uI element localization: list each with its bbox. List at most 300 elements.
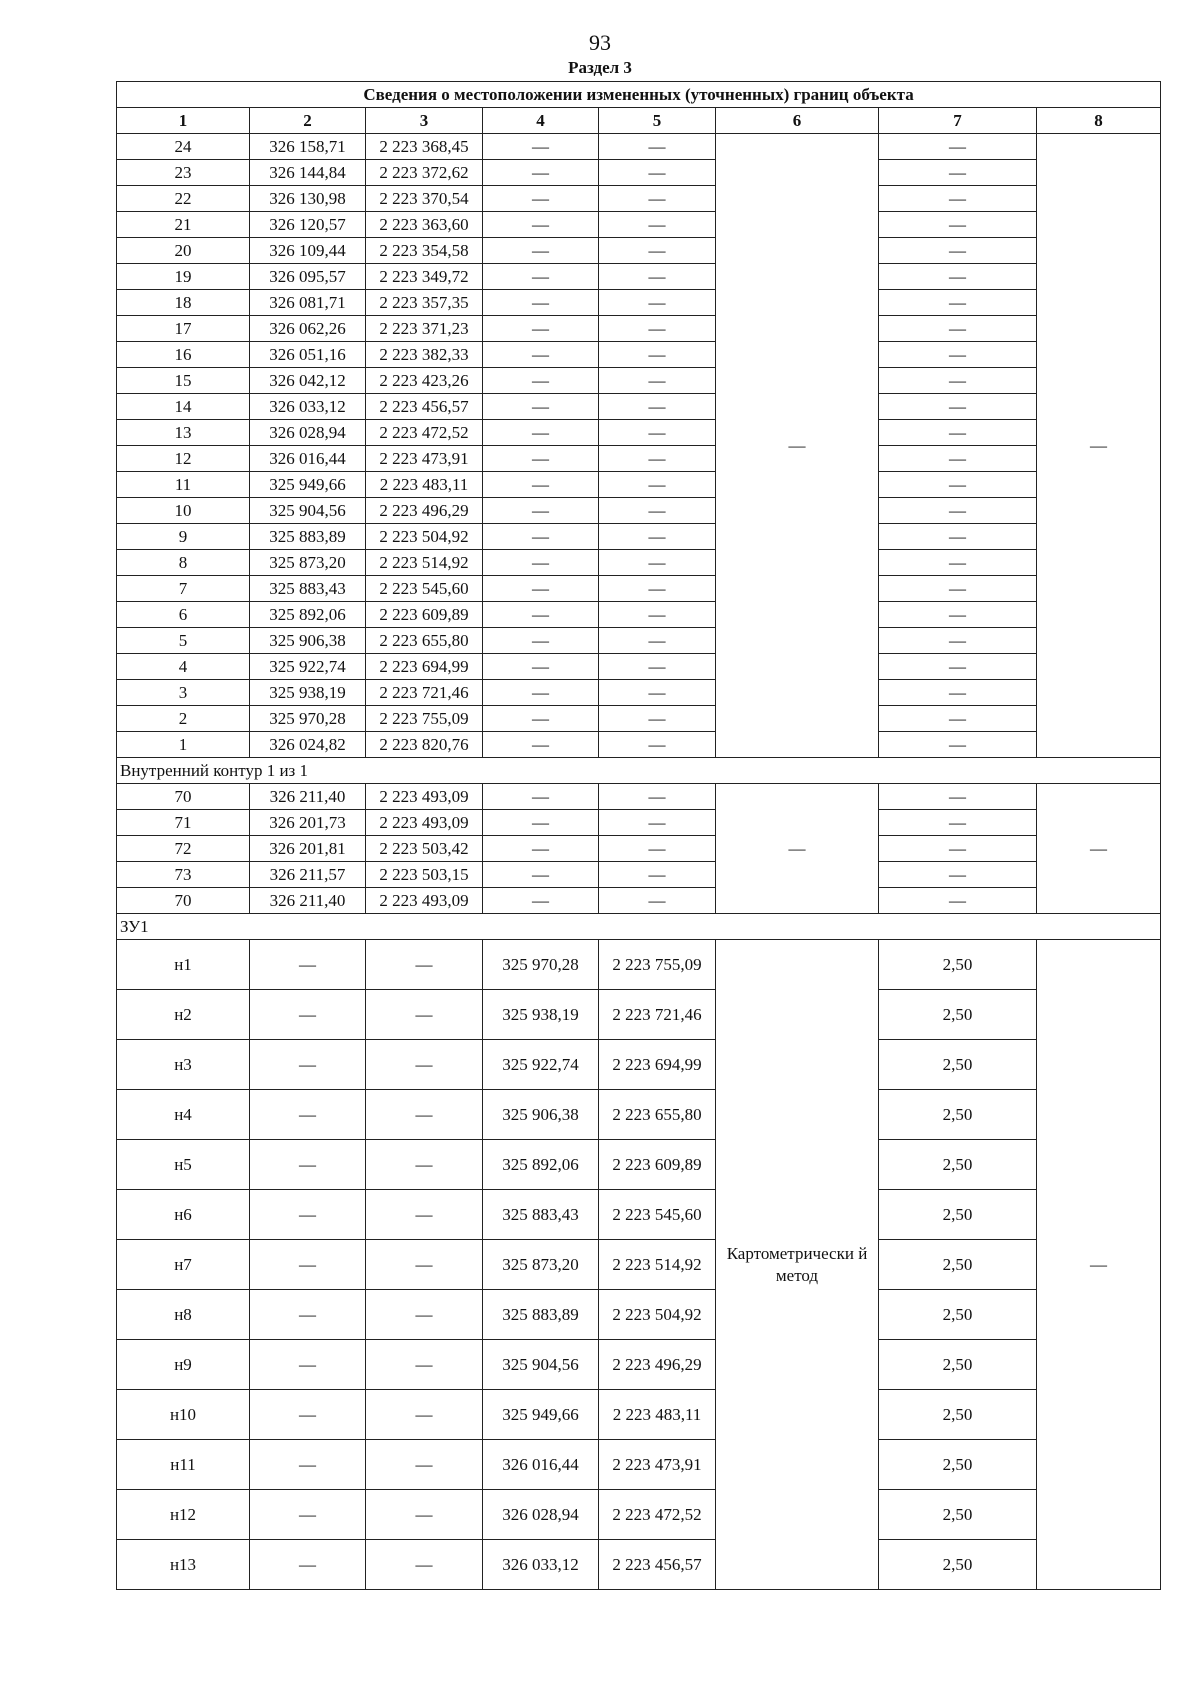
old-x-cell: 325 970,28 [250, 706, 366, 732]
old-x-cell: 325 904,56 [250, 498, 366, 524]
old-y-cell: 2 223 473,91 [366, 446, 483, 472]
old-y-cell: — [366, 1240, 483, 1290]
table-row [117, 784, 1161, 810]
point-number-cell: н9 [117, 1340, 250, 1390]
old-x-cell: — [250, 1340, 366, 1390]
point-number-cell: 1 [117, 732, 250, 758]
old-x-cell: — [250, 1490, 366, 1540]
new-x-cell: — [483, 394, 599, 420]
old-x-cell: — [250, 1390, 366, 1440]
table-row [117, 602, 1161, 628]
point-number-cell: 9 [117, 524, 250, 550]
table-row [117, 316, 1161, 342]
old-x-cell: 325 883,89 [250, 524, 366, 550]
old-x-cell: 326 033,12 [250, 394, 366, 420]
new-x-cell: — [483, 784, 599, 810]
old-x-cell: — [250, 1440, 366, 1490]
table-body [117, 82, 1161, 1590]
accuracy-cell: 2,50 [879, 1190, 1037, 1240]
point-number-cell: 18 [117, 290, 250, 316]
new-x-cell: — [483, 498, 599, 524]
old-y-cell: 2 223 456,57 [366, 394, 483, 420]
new-y-cell: — [599, 186, 716, 212]
accuracy-cell: 2,50 [879, 940, 1037, 990]
old-y-cell: 2 223 368,45 [366, 134, 483, 160]
old-x-cell: 326 095,57 [250, 264, 366, 290]
new-x-cell: — [483, 706, 599, 732]
old-y-cell: — [366, 1440, 483, 1490]
old-y-cell: 2 223 609,89 [366, 602, 483, 628]
point-number-cell: 2 [117, 706, 250, 732]
table-row [117, 212, 1161, 238]
point-number-cell: 11 [117, 472, 250, 498]
new-x-cell: — [483, 290, 599, 316]
new-x-cell: — [483, 264, 599, 290]
new-y-cell: 2 223 504,92 [599, 1290, 716, 1340]
new-x-cell: — [483, 836, 599, 862]
table-row [117, 576, 1161, 602]
point-number-cell: 24 [117, 134, 250, 160]
new-y-cell: — [599, 732, 716, 758]
new-y-cell: 2 223 545,60 [599, 1190, 716, 1240]
old-x-cell: — [250, 1090, 366, 1140]
new-y-cell: — [599, 394, 716, 420]
old-y-cell: 2 223 357,35 [366, 290, 483, 316]
accuracy-cell: — [879, 446, 1037, 472]
table-row [117, 990, 1161, 1040]
new-y-cell: — [599, 888, 716, 914]
old-x-cell: — [250, 990, 366, 1040]
old-y-cell: — [366, 1340, 483, 1390]
point-number-cell: 22 [117, 186, 250, 212]
accuracy-cell: — [879, 186, 1037, 212]
accuracy-cell: — [879, 368, 1037, 394]
old-x-cell: 326 130,98 [250, 186, 366, 212]
column-header: 6 [716, 108, 879, 134]
point-number-cell: 20 [117, 238, 250, 264]
new-x-cell: — [483, 732, 599, 758]
old-y-cell: 2 223 496,29 [366, 498, 483, 524]
new-y-cell: 2 223 609,89 [599, 1140, 716, 1190]
point-number-cell: 70 [117, 888, 250, 914]
table-row [117, 810, 1161, 836]
point-number-cell: 73 [117, 862, 250, 888]
old-y-cell: — [366, 1390, 483, 1440]
new-y-cell: — [599, 680, 716, 706]
point-number-cell: 14 [117, 394, 250, 420]
new-x-cell: 325 906,38 [483, 1090, 599, 1140]
point-number-cell: н1 [117, 940, 250, 990]
point-number-cell: 8 [117, 550, 250, 576]
inner-contour-label-cell: Внутренний контур 1 из 1 [117, 758, 1161, 784]
old-y-cell: 2 223 514,92 [366, 550, 483, 576]
new-y-cell: 2 223 514,92 [599, 1240, 716, 1290]
accuracy-cell: — [879, 212, 1037, 238]
column-header: 4 [483, 108, 599, 134]
method-cell: Картометрически й метод [716, 940, 879, 1590]
point-number-cell: 16 [117, 342, 250, 368]
old-x-cell: 326 211,57 [250, 862, 366, 888]
accuracy-cell: — [879, 420, 1037, 446]
old-x-cell: — [250, 940, 366, 990]
table-row [117, 524, 1161, 550]
new-x-cell: 325 873,20 [483, 1240, 599, 1290]
new-y-cell: 2 223 473,91 [599, 1440, 716, 1490]
table-row [117, 264, 1161, 290]
new-x-cell: 325 883,89 [483, 1290, 599, 1340]
new-x-cell: 325 949,66 [483, 1390, 599, 1440]
table-row [117, 628, 1161, 654]
column-header: 8 [1037, 108, 1161, 134]
new-y-cell: 2 223 755,09 [599, 940, 716, 990]
new-x-cell: — [483, 446, 599, 472]
old-y-cell: 2 223 371,23 [366, 316, 483, 342]
table-row [117, 446, 1161, 472]
old-y-cell: — [366, 1040, 483, 1090]
new-y-cell: — [599, 264, 716, 290]
old-x-cell: 326 062,26 [250, 316, 366, 342]
new-x-cell: — [483, 862, 599, 888]
accuracy-cell: — [879, 862, 1037, 888]
point-number-cell: 12 [117, 446, 250, 472]
point-number-cell: н7 [117, 1240, 250, 1290]
new-x-cell: — [483, 628, 599, 654]
new-y-cell: 2 223 721,46 [599, 990, 716, 1040]
column-header: 3 [366, 108, 483, 134]
new-x-cell: 325 922,74 [483, 1040, 599, 1090]
new-y-cell: — [599, 420, 716, 446]
old-x-cell: 326 158,71 [250, 134, 366, 160]
old-y-cell: 2 223 372,62 [366, 160, 483, 186]
new-x-cell: 326 033,12 [483, 1540, 599, 1590]
old-x-cell: 325 949,66 [250, 472, 366, 498]
old-y-cell: 2 223 503,42 [366, 836, 483, 862]
section-label: Раздел 3 [568, 58, 632, 77]
column-header: 1 [117, 108, 250, 134]
new-y-cell: — [599, 654, 716, 680]
new-y-cell: — [599, 368, 716, 394]
accuracy-cell: 2,50 [879, 990, 1037, 1040]
old-x-cell: 326 016,44 [250, 446, 366, 472]
old-y-cell: — [366, 1490, 483, 1540]
old-x-cell: — [250, 1190, 366, 1240]
point-number-cell: н12 [117, 1490, 250, 1540]
new-x-cell: — [483, 238, 599, 264]
new-x-cell: 325 904,56 [483, 1340, 599, 1390]
table-row [117, 238, 1161, 264]
old-y-cell: 2 223 755,09 [366, 706, 483, 732]
accuracy-cell: 2,50 [879, 1290, 1037, 1340]
new-y-cell: — [599, 836, 716, 862]
method-cell: — [716, 784, 879, 914]
point-number-cell: 10 [117, 498, 250, 524]
new-y-cell: — [599, 498, 716, 524]
point-number-cell: н8 [117, 1290, 250, 1340]
new-y-cell: — [599, 810, 716, 836]
old-x-cell: 325 892,06 [250, 602, 366, 628]
description-cell: — [1037, 134, 1161, 758]
column-header: 5 [599, 108, 716, 134]
old-x-cell: 326 201,81 [250, 836, 366, 862]
table-row [117, 940, 1161, 990]
column-header: 2 [250, 108, 366, 134]
old-x-cell: 326 211,40 [250, 784, 366, 810]
old-y-cell: 2 223 694,99 [366, 654, 483, 680]
point-number-cell: 3 [117, 680, 250, 706]
accuracy-cell: — [879, 810, 1037, 836]
point-number-cell: 5 [117, 628, 250, 654]
new-y-cell: 2 223 483,11 [599, 1390, 716, 1440]
point-number-cell: н11 [117, 1440, 250, 1490]
old-y-cell: 2 223 503,15 [366, 862, 483, 888]
new-y-cell: — [599, 628, 716, 654]
old-y-cell: 2 223 493,09 [366, 810, 483, 836]
zu1-label [117, 914, 1161, 940]
column-header: 7 [879, 108, 1037, 134]
accuracy-cell: — [879, 238, 1037, 264]
point-number-cell: 71 [117, 810, 250, 836]
new-x-cell: 325 938,19 [483, 990, 599, 1040]
old-y-cell: 2 223 493,09 [366, 888, 483, 914]
old-y-cell: 2 223 382,33 [366, 342, 483, 368]
old-y-cell: — [366, 1190, 483, 1240]
table-row [117, 1340, 1161, 1390]
accuracy-cell: — [879, 888, 1037, 914]
accuracy-cell: — [879, 316, 1037, 342]
accuracy-cell: — [879, 576, 1037, 602]
table-row [117, 1190, 1161, 1240]
old-x-cell: 326 211,40 [250, 888, 366, 914]
new-x-cell: — [483, 602, 599, 628]
table-row [117, 498, 1161, 524]
old-x-cell: — [250, 1040, 366, 1090]
accuracy-cell: 2,50 [879, 1240, 1037, 1290]
new-x-cell: — [483, 550, 599, 576]
table-row [117, 290, 1161, 316]
new-x-cell: — [483, 342, 599, 368]
point-number-cell: н6 [117, 1190, 250, 1240]
new-x-cell: 325 883,43 [483, 1190, 599, 1240]
old-x-cell: 326 028,94 [250, 420, 366, 446]
old-y-cell: — [366, 1290, 483, 1340]
old-y-cell: 2 223 354,58 [366, 238, 483, 264]
old-x-cell: 325 883,43 [250, 576, 366, 602]
new-x-cell: — [483, 368, 599, 394]
accuracy-cell: 2,50 [879, 1340, 1037, 1390]
old-y-cell: — [366, 1140, 483, 1190]
table-row [117, 420, 1161, 446]
old-y-cell: — [366, 990, 483, 1040]
new-y-cell: — [599, 862, 716, 888]
accuracy-cell: 2,50 [879, 1090, 1037, 1140]
old-y-cell: 2 223 504,92 [366, 524, 483, 550]
old-y-cell: 2 223 483,11 [366, 472, 483, 498]
new-x-cell: — [483, 680, 599, 706]
new-x-cell: — [483, 524, 599, 550]
table-row [117, 342, 1161, 368]
table-row [117, 1140, 1161, 1190]
inner-contour-label [117, 758, 1161, 784]
point-number-cell: 21 [117, 212, 250, 238]
new-y-cell: — [599, 602, 716, 628]
old-y-cell: — [366, 1090, 483, 1140]
accuracy-cell: — [879, 550, 1037, 576]
new-y-cell: — [599, 472, 716, 498]
old-x-cell: 325 938,19 [250, 680, 366, 706]
description-cell: — [1037, 940, 1161, 1590]
old-x-cell: — [250, 1540, 366, 1590]
accuracy-cell: — [879, 524, 1037, 550]
table-title-row [117, 82, 1161, 108]
point-number-cell: н2 [117, 990, 250, 1040]
point-number-cell: н10 [117, 1390, 250, 1440]
point-number-cell: 72 [117, 836, 250, 862]
point-number-cell: н4 [117, 1090, 250, 1140]
new-y-cell: — [599, 160, 716, 186]
accuracy-cell: — [879, 264, 1037, 290]
new-x-cell: — [483, 810, 599, 836]
new-x-cell: — [483, 654, 599, 680]
table-row [117, 1440, 1161, 1490]
new-y-cell: — [599, 316, 716, 342]
description-cell: — [1037, 784, 1161, 914]
point-number-cell: 4 [117, 654, 250, 680]
point-number-cell: н5 [117, 1140, 250, 1190]
accuracy-cell: — [879, 654, 1037, 680]
table-row [117, 1490, 1161, 1540]
point-number-cell: 7 [117, 576, 250, 602]
point-number-cell: 70 [117, 784, 250, 810]
new-y-cell: — [599, 784, 716, 810]
old-y-cell: — [366, 1540, 483, 1590]
table-row [117, 680, 1161, 706]
new-y-cell: — [599, 212, 716, 238]
new-x-cell: — [483, 212, 599, 238]
point-number-cell: 6 [117, 602, 250, 628]
table-row [117, 732, 1161, 758]
new-y-cell: — [599, 706, 716, 732]
table-row [117, 1240, 1161, 1290]
accuracy-cell: 2,50 [879, 1040, 1037, 1090]
column-header-row [117, 108, 1161, 134]
old-x-cell: 326 051,16 [250, 342, 366, 368]
old-y-cell: 2 223 349,72 [366, 264, 483, 290]
new-x-cell: 325 970,28 [483, 940, 599, 990]
accuracy-cell: — [879, 784, 1037, 810]
zu1-label-cell: ЗУ1 [117, 914, 1161, 940]
new-x-cell: — [483, 316, 599, 342]
new-y-cell: — [599, 134, 716, 160]
point-number-cell: н3 [117, 1040, 250, 1090]
accuracy-cell: 2,50 [879, 1440, 1037, 1490]
new-y-cell: — [599, 290, 716, 316]
table-row [117, 1540, 1161, 1590]
old-x-cell: 325 873,20 [250, 550, 366, 576]
table-row [117, 1090, 1161, 1140]
old-x-cell: — [250, 1140, 366, 1190]
old-y-cell: 2 223 423,26 [366, 368, 483, 394]
table-row [117, 1290, 1161, 1340]
accuracy-cell: 2,50 [879, 1390, 1037, 1440]
accuracy-cell: 2,50 [879, 1140, 1037, 1190]
table-row [117, 888, 1161, 914]
new-y-cell: 2 223 496,29 [599, 1340, 716, 1390]
table-row [117, 1390, 1161, 1440]
new-x-cell: 326 028,94 [483, 1490, 599, 1540]
accuracy-cell: — [879, 290, 1037, 316]
old-x-cell: 326 109,44 [250, 238, 366, 264]
old-y-cell: 2 223 472,52 [366, 420, 483, 446]
new-y-cell: — [599, 342, 716, 368]
accuracy-cell: — [879, 628, 1037, 654]
accuracy-cell: — [879, 732, 1037, 758]
new-y-cell: 2 223 655,80 [599, 1090, 716, 1140]
table-row [117, 550, 1161, 576]
point-number-cell: 23 [117, 160, 250, 186]
table-row [117, 394, 1161, 420]
new-x-cell: — [483, 160, 599, 186]
old-x-cell: — [250, 1240, 366, 1290]
page-number: 93 [589, 30, 611, 55]
old-y-cell: 2 223 655,80 [366, 628, 483, 654]
accuracy-cell: — [879, 836, 1037, 862]
table-row [117, 472, 1161, 498]
table-row [117, 654, 1161, 680]
old-x-cell: 326 024,82 [250, 732, 366, 758]
new-x-cell: — [483, 472, 599, 498]
old-x-cell: 325 906,38 [250, 628, 366, 654]
table-title: Сведения о местоположении измененных (уточненных) границ объекта [117, 82, 1161, 108]
new-y-cell: 2 223 456,57 [599, 1540, 716, 1590]
accuracy-cell: — [879, 134, 1037, 160]
new-y-cell: — [599, 238, 716, 264]
point-number-cell: 17 [117, 316, 250, 342]
table-row [117, 706, 1161, 732]
new-x-cell: — [483, 420, 599, 446]
accuracy-cell: — [879, 706, 1037, 732]
old-x-cell: 326 042,12 [250, 368, 366, 394]
table-row [117, 186, 1161, 212]
old-x-cell: 326 120,57 [250, 212, 366, 238]
accuracy-cell: — [879, 160, 1037, 186]
accuracy-cell: — [879, 472, 1037, 498]
old-x-cell: 326 081,71 [250, 290, 366, 316]
new-x-cell: 326 016,44 [483, 1440, 599, 1490]
old-y-cell: 2 223 820,76 [366, 732, 483, 758]
new-x-cell: — [483, 134, 599, 160]
table-row [117, 160, 1161, 186]
new-x-cell: — [483, 888, 599, 914]
old-y-cell: — [366, 940, 483, 990]
new-y-cell: — [599, 576, 716, 602]
point-number-cell: 15 [117, 368, 250, 394]
new-y-cell: 2 223 694,99 [599, 1040, 716, 1090]
table-row [117, 134, 1161, 160]
new-y-cell: — [599, 524, 716, 550]
table-row [117, 368, 1161, 394]
table-row [117, 862, 1161, 888]
point-number-cell: 13 [117, 420, 250, 446]
old-y-cell: 2 223 545,60 [366, 576, 483, 602]
old-y-cell: 2 223 493,09 [366, 784, 483, 810]
old-x-cell: 325 922,74 [250, 654, 366, 680]
old-y-cell: 2 223 721,46 [366, 680, 483, 706]
old-x-cell: 326 201,73 [250, 810, 366, 836]
accuracy-cell: — [879, 394, 1037, 420]
table-row [117, 836, 1161, 862]
accuracy-cell: — [879, 680, 1037, 706]
boundary-table [116, 81, 1161, 1590]
